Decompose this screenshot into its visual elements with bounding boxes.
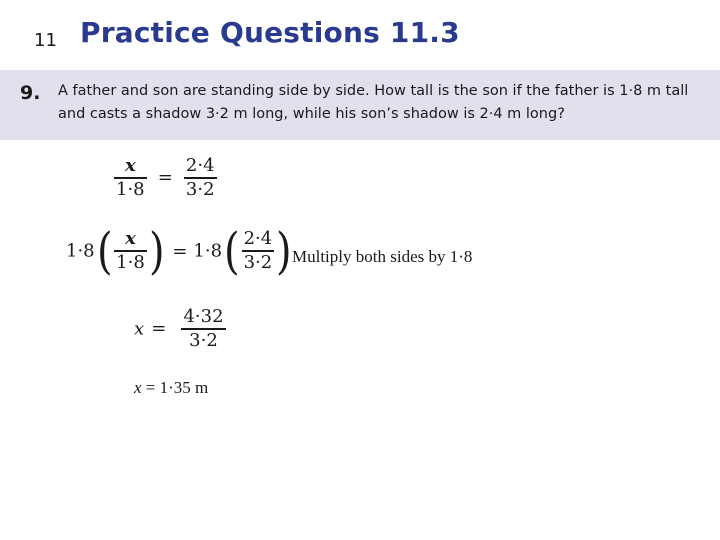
open-paren: ( — [223, 222, 240, 280]
final-answer — [134, 378, 208, 398]
equation-step-1 — [114, 155, 217, 201]
fraction-rhs — [242, 228, 275, 274]
coefficient: 1·8 — [66, 240, 95, 262]
fraction-lhs — [114, 228, 147, 274]
denominator: 3·2 — [189, 329, 218, 351]
fraction-rhs — [184, 155, 217, 201]
variable: x — [134, 378, 142, 397]
fraction-rhs — [181, 306, 225, 352]
question-number: 9. — [20, 82, 41, 104]
open-paren: ( — [96, 222, 113, 280]
numerator: 4·32 — [183, 306, 224, 327]
numerator: x — [124, 155, 136, 176]
equation-step-2 — [66, 222, 294, 280]
numerator: 2·4 — [185, 155, 215, 176]
denominator: 3·2 — [185, 178, 215, 200]
variable: x — [134, 318, 145, 340]
equation-step-3 — [134, 306, 226, 352]
denominator: 1·8 — [116, 251, 145, 273]
coefficient: 1·8 — [193, 240, 223, 262]
numerator: x — [125, 228, 136, 250]
answer-value: = 1·35 m — [145, 378, 209, 397]
fraction-lhs — [114, 155, 147, 201]
denominator: 1·8 — [116, 178, 145, 200]
equals-sign: = — [172, 240, 188, 262]
numerator: 2·4 — [243, 228, 273, 250]
equals-sign: = — [157, 167, 173, 189]
chapter-number: 11 — [34, 30, 57, 51]
close-paren: ) — [276, 222, 292, 280]
question-box — [0, 70, 720, 140]
chapter-tab — [0, 0, 64, 66]
question-text: A father and son are standing side by side. How tall is the son if the father is 1·8 m tall and casts a shadow 3·2 m long, while his son’s shadow is 2·4 m long? — [58, 83, 689, 122]
page-title: Practice Questions 11.3 — [80, 16, 460, 49]
equals-sign: = — [151, 318, 167, 340]
denominator: 3·2 — [243, 251, 273, 273]
close-paren: ) — [148, 222, 165, 280]
step-note: Multiply both sides by 1·8 — [292, 247, 473, 266]
